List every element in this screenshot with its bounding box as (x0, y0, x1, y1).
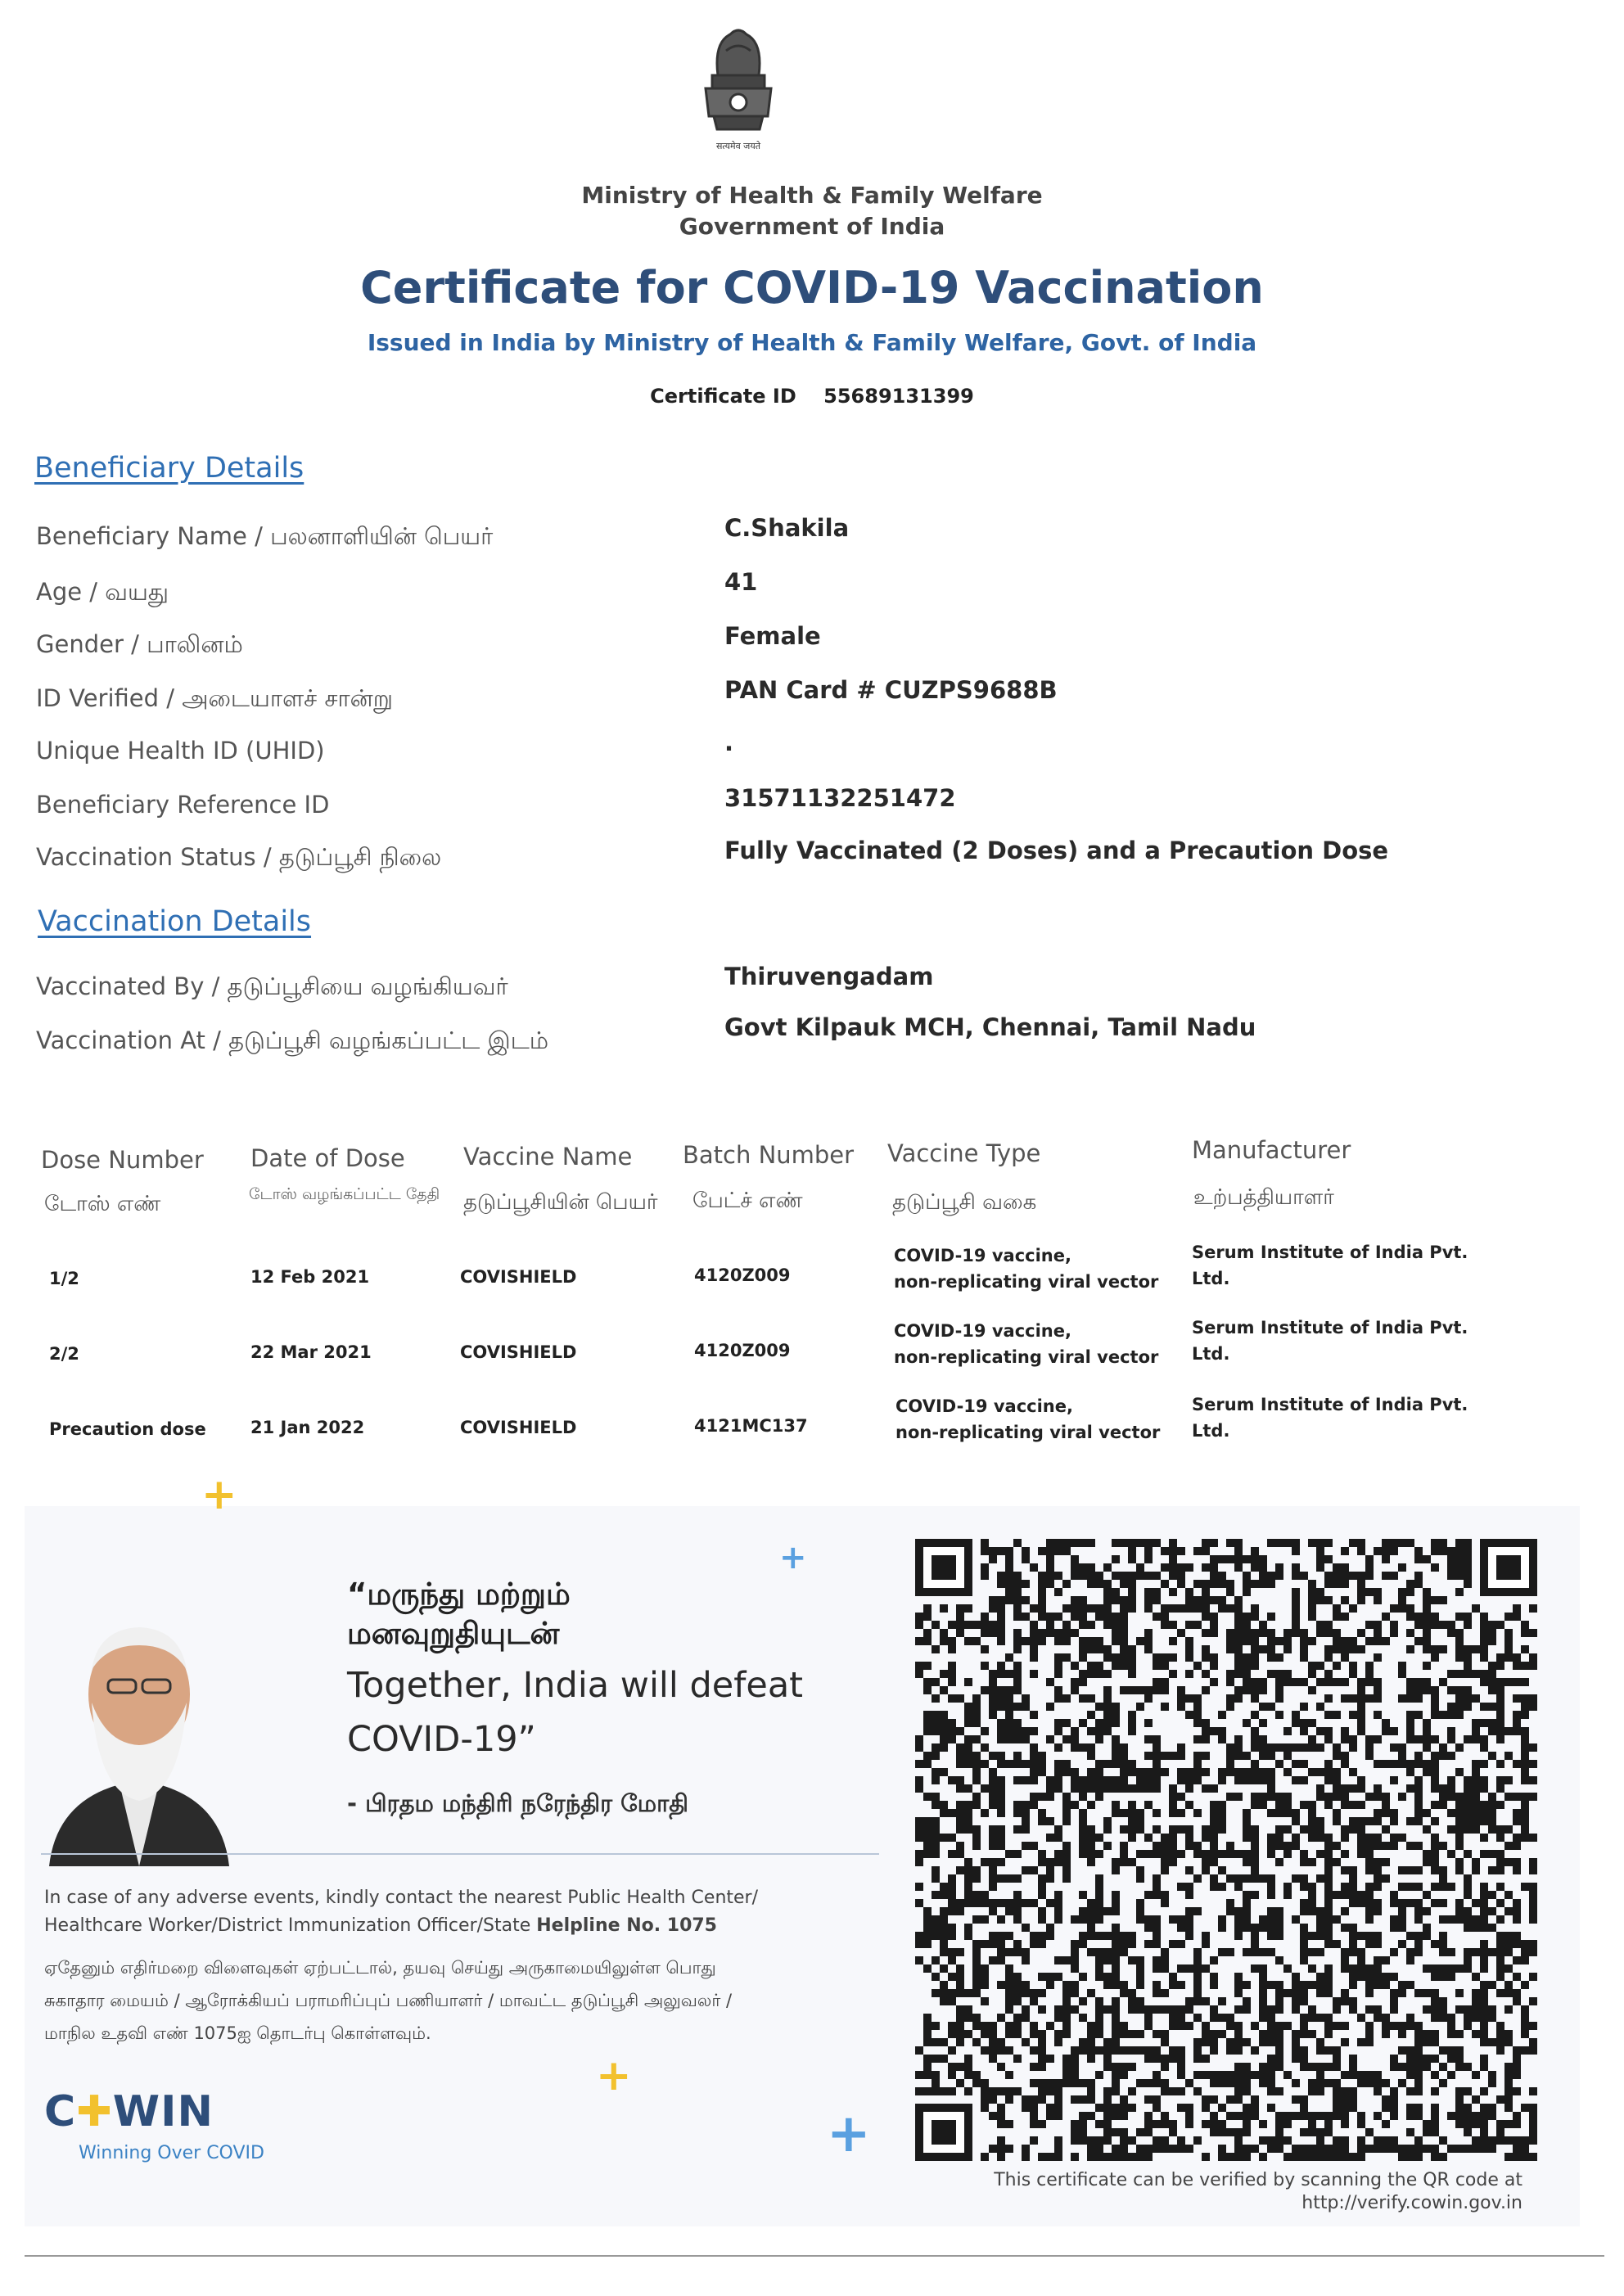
dose-3-manufacturer (1192, 1392, 1468, 1444)
adverse-event-line1: In case of any adverse events, kindly contact the nearest Public Health Center/ (44, 1888, 759, 1908)
age-label: Age / வயது (36, 578, 169, 606)
verification-url[interactable]: http://verify.cowin.gov.in (1301, 2193, 1522, 2213)
reference-id-label: Beneficiary Reference ID (36, 791, 330, 819)
dose-3-type (895, 1393, 1160, 1446)
prime-minister-portrait (41, 1604, 237, 1866)
dose-2-date: 22 Mar 2021 (250, 1342, 372, 1362)
beneficiary-details-heading: Beneficiary Details (34, 452, 304, 485)
cowin-plus-icon: ✚ (76, 2087, 113, 2136)
dose-3-type-line1: COVID-19 vaccine, (895, 1396, 1073, 1416)
dose-2-mfr-line2: Ltd. (1192, 1344, 1230, 1364)
dose-2-vaccine: COVISHIELD (460, 1342, 577, 1362)
adverse-event-ta-line1: ஏதேனும் எதிர்மறை விளைவுகள் ஏற்பட்டால், தயவு செய்து அருகாமையிலுள்ள பொது (44, 1958, 716, 1978)
uhid-value: . (724, 728, 734, 756)
id-verified-value: PAN Card # CUZPS9688B (724, 676, 1058, 704)
vaccination-at-label: Vaccination At / தடுப்பூசி வழங்கப்பட்ட இடம் (36, 1026, 549, 1054)
dose-2-mfr-line1: Serum Institute of India Pvt. (1192, 1318, 1468, 1337)
col-header-date-of-dose: Date of Dose (250, 1144, 405, 1172)
vaccination-at-value: Govt Kilpauk MCH, Chennai, Tamil Nadu (724, 1013, 1256, 1041)
verification-qr-code[interactable] (915, 1539, 1537, 2161)
certificate-id-label: Certificate ID (650, 385, 796, 408)
plus-decor-icon: + (779, 1539, 807, 1577)
dose-2-number: 2/2 (49, 1344, 79, 1364)
dose-1-mfr-line2: Ltd. (1192, 1269, 1230, 1288)
beneficiary-name-label: Beneficiary Name / பலனாளியின் பெயர் (36, 522, 494, 550)
col-header-manufacturer-ta: உற்பத்தியாளர் (1193, 1185, 1334, 1210)
col-header-vaccine-name-ta: தடுப்பூசியின் பெயர் (463, 1190, 658, 1215)
plus-decor-icon: + (596, 2051, 632, 2100)
adverse-event-line2-text: Healthcare Worker/District Immunization Officer/State (44, 1915, 537, 1936)
col-header-vaccine-type-ta: தடுப்பூசி வகை (892, 1190, 1037, 1215)
gender-value: Female (724, 622, 821, 650)
certificate-id-value: 55689131399 (823, 385, 974, 408)
banner-divider (41, 1853, 879, 1855)
verification-note-line1: This certificate can be verified by scanning the QR code at (994, 2170, 1522, 2190)
beneficiary-name-value: C.Shakila (724, 514, 850, 542)
dose-1-manufacturer (1192, 1239, 1468, 1292)
dose-2-manufacturer (1192, 1315, 1468, 1367)
dose-1-type-line2: non-replicating viral vector (894, 1272, 1159, 1292)
page-title: Certificate for COVID-19 Vaccination (360, 262, 1264, 314)
dose-1-number: 1/2 (49, 1269, 79, 1288)
vaccination-details-heading: Vaccination Details (38, 905, 312, 938)
dose-2-type-line2: non-replicating viral vector (894, 1347, 1159, 1367)
dose-3-type-line2: non-replicating viral vector (895, 1423, 1161, 1442)
quote-english-line2: COVID-19” (347, 1719, 536, 1760)
quote-english-line1: Together, India will defeat (347, 1665, 804, 1706)
cowin-logo (44, 2087, 214, 2136)
uhid-label: Unique Health ID (UHID) (36, 737, 325, 765)
id-verified-label: ID Verified / அடையாளச் சான்று (36, 684, 394, 712)
emblem-caption: सत्यमेव जयते (715, 141, 761, 151)
dose-2-type-line1: COVID-19 vaccine, (894, 1321, 1071, 1341)
vaccinated-by-label: Vaccinated By / தடுப்பூசியை வழங்கியவர் (36, 972, 508, 1000)
vaccinated-by-value: Thiruvengadam (724, 963, 934, 990)
dose-3-number: Precaution dose (49, 1419, 206, 1439)
cowin-tagline: Winning Over COVID (79, 2143, 264, 2163)
dose-3-mfr-line1: Serum Institute of India Pvt. (1192, 1395, 1468, 1414)
dose-3-vaccine: COVISHIELD (460, 1418, 577, 1437)
cowin-logo-rest: WIN (112, 2087, 214, 2136)
verification-note (900, 2169, 1522, 2215)
adverse-event-line2 (44, 1912, 863, 1940)
adverse-event-ta-line3: மாநில உதவி எண் 1075ஐ தொடர்பு கொள்ளவும். (44, 2023, 431, 2043)
plus-decor-icon: + (201, 1470, 237, 1519)
col-header-dose-number: Dose Number (41, 1146, 204, 1174)
col-header-manufacturer: Manufacturer (1192, 1136, 1351, 1164)
col-header-batch-number-ta: பேட்ச் எண் (692, 1189, 803, 1213)
dose-1-batch: 4120Z009 (694, 1265, 791, 1285)
quote-attribution: - பிரதம மந்திரி நரேந்திர மோதி (347, 1789, 689, 1817)
dose-1-vaccine: COVISHIELD (460, 1267, 577, 1287)
quote-tamil-line2: மனவுறுதியுடன் (347, 1616, 560, 1651)
gender-label: Gender / பாலினம் (36, 630, 243, 658)
dose-3-mfr-line2: Ltd. (1192, 1421, 1230, 1441)
page-subtitle: Issued in India by Ministry of Health & Family Welfare, Govt. of India (367, 329, 1257, 356)
certificate-id-line (0, 385, 1624, 408)
dose-1-mfr-line1: Serum Institute of India Pvt. (1192, 1243, 1468, 1262)
cowin-logo-c: C (44, 2087, 77, 2136)
dose-2-type (894, 1318, 1158, 1370)
col-header-vaccine-name: Vaccine Name (463, 1143, 633, 1171)
government-name: Government of India (679, 213, 945, 240)
vaccination-status-label: Vaccination Status / தடுப்பூசி நிலை (36, 843, 442, 871)
col-header-batch-number: Batch Number (683, 1141, 855, 1169)
dose-1-type (894, 1243, 1158, 1295)
ministry-name: Ministry of Health & Family Welfare (581, 182, 1043, 209)
reference-id-value: 31571132251472 (724, 784, 956, 812)
col-header-date-of-dose-ta: டோஸ் வழங்கப்பட்ட தேதி (249, 1185, 440, 1203)
plus-decor-icon: + (827, 2104, 871, 2164)
dose-3-date: 21 Jan 2022 (250, 1418, 365, 1437)
col-header-vaccine-type: Vaccine Type (887, 1139, 1041, 1167)
adverse-event-note (44, 1884, 863, 1940)
dose-1-type-line1: COVID-19 vaccine, (894, 1246, 1071, 1265)
vaccination-status-value: Fully Vaccinated (2 Doses) and a Precaution Dose (724, 837, 1389, 864)
quote-tamil-line1: “மருந்து மற்றும் (347, 1577, 571, 1612)
adverse-event-note-tamil (44, 1951, 863, 2050)
state-emblem-icon (689, 18, 787, 165)
helpline-number: Helpline No. 1075 (536, 1915, 717, 1936)
age-value: 41 (724, 568, 758, 596)
dose-3-batch: 4121MC137 (694, 1416, 808, 1436)
col-header-dose-number-ta: டோஸ் எண் (44, 1192, 161, 1216)
adverse-event-ta-line2: சுகாதார மையம் / ஆரோக்கியப் பராமரிப்புப் பணியாளர் / மாவட்ட தடுப்பூசி அலுவலர் / (44, 1991, 733, 2010)
dose-1-date: 12 Feb 2021 (250, 1267, 370, 1287)
dose-2-batch: 4120Z009 (694, 1341, 791, 1360)
bottom-rule (25, 2255, 1604, 2257)
